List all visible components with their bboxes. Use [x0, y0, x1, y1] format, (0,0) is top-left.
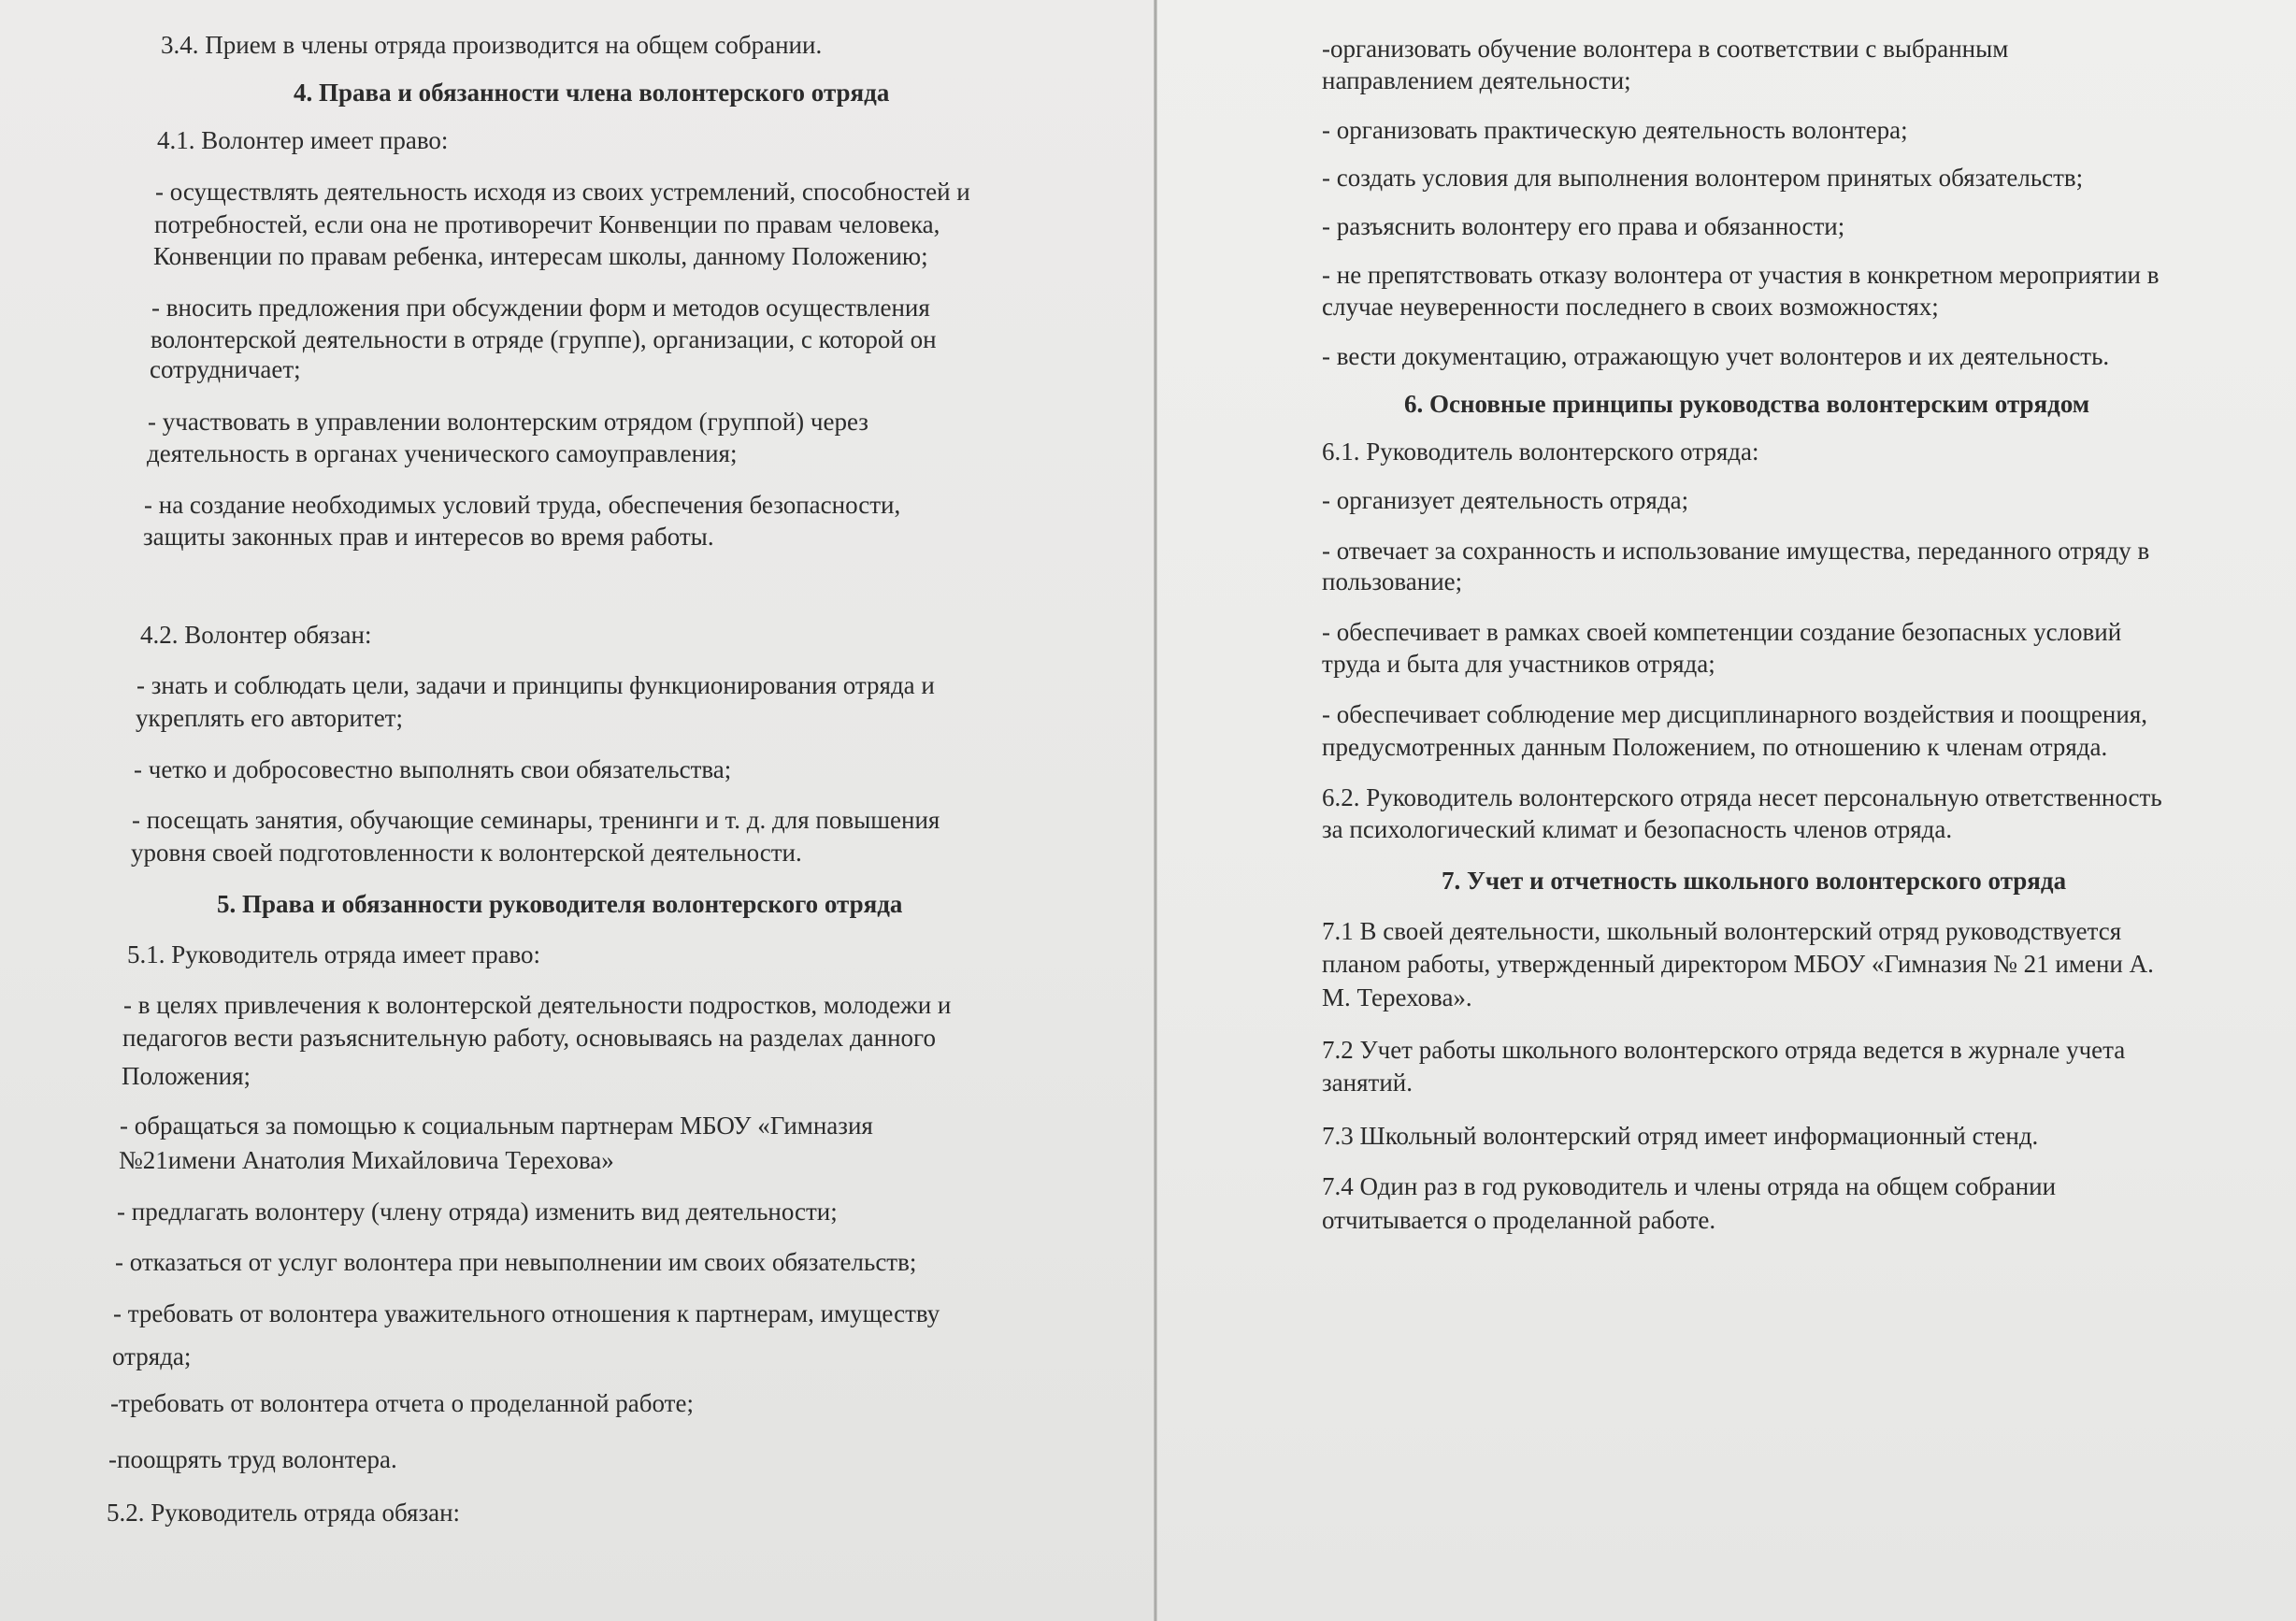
right-page [1157, 0, 2296, 1621]
leader-duty-6: - вести документацию, отражающую учет волонтеров и их деятельность. [1322, 342, 2110, 370]
right-item-3-line-2: деятельность в органах ученического самоуправления; [147, 439, 738, 467]
leader-duty-4: - разъяснить волонтеру его права и обязанности; [1322, 212, 1845, 240]
leader-right-5-line-1: - требовать от волонтера уважительного отношения к партнерам, имуществу [113, 1299, 940, 1327]
clause-6-2-line-2: за психологический климат и безопасность членов отряда. [1322, 815, 1953, 843]
duty-item-3-line-2: уровня своей подготовленности к волонтерской деятельности. [131, 839, 802, 867]
right-item-2-line-2: волонтерской деятельности в отряде (группе), организации, с которой он [151, 325, 937, 353]
section-7-heading: 7. Учет и отчетность школьного волонтерского отряда [1442, 867, 2067, 895]
leader-duty-2: - организовать практическую деятельность волонтера; [1322, 116, 1908, 144]
right-item-1-line-2: потребностей, если она не противоречит Конвенции по правам человека, [154, 210, 940, 238]
leader-right-6: -требовать от волонтера отчета о проделанной работе; [110, 1389, 694, 1417]
leader-right-2-line-2: №21имени Анатолия Михайловича Терехова» [119, 1146, 614, 1174]
clause-7-1-line-3: М. Терехова». [1322, 983, 1472, 1011]
clause-6-2-line-1: 6.2. Руководитель волонтерского отряда несет персональную ответственность [1322, 783, 2162, 811]
leader-right-5-line-2: отряда; [112, 1342, 192, 1370]
section-5-heading: 5. Права и обязанности руководителя волонтерского отряда [217, 890, 903, 918]
duty-item-1-line-2: укреплять его авторитет; [136, 704, 403, 732]
leader-right-4: - отказаться от услуг волонтера при невыполнении им своих обязательств; [115, 1248, 917, 1276]
section-6-heading: 6. Основные принципы руководства волонтерским отрядом [1404, 390, 2090, 418]
clause-4-1: 4.1. Волонтер имеет право: [157, 126, 449, 154]
leader-right-1-line-1: - в целях привлечения к волонтерской деятельности подростков, молодежи и [123, 991, 952, 1019]
clause-7-4-line-2: отчитывается о проделанной работе. [1322, 1206, 1716, 1234]
right-item-2-line-3: сотрудничает; [150, 355, 301, 383]
leader-duty-5-line-2: случае неуверенности последнего в своих возможностях; [1322, 293, 1939, 321]
principle-item-2-line-1: - отвечает за сохранность и использование имущества, переданного отряду в [1322, 537, 2150, 565]
clause-7-1-line-2: планом работы, утвержденный директором МБОУ «Гимназия № 21 имени А. [1322, 950, 2154, 978]
duty-item-1-line-1: - знать и соблюдать цели, задачи и принципы функционирования отряда и [136, 671, 935, 699]
leader-duty-1-line-1: -организовать обучение волонтера в соответствии с выбранным [1322, 35, 2009, 63]
principle-item-3-line-1: - обеспечивает в рамках своей компетенции создание безопасных условий [1322, 618, 2122, 646]
clause-7-1-line-1: 7.1 В своей деятельности, школьный волонтерский отряд руководствуется [1322, 917, 2122, 945]
duty-item-3-line-1: - посещать занятия, обучающие семинары, тренинги и т. д. для повышения [132, 806, 940, 834]
clause-3-4: 3.4. Прием в члены отряда производится на общем собрании. [161, 31, 823, 59]
leader-duty-5-line-1: - не препятствовать отказу волонтера от участия в конкретном мероприятии в [1322, 261, 2160, 289]
section-4-heading: 4. Права и обязанности члена волонтерского отряда [294, 79, 890, 107]
clause-7-4-line-1: 7.4 Один раз в год руководитель и члены отряда на общем собрании [1322, 1172, 2057, 1200]
leader-right-2-line-1: - обращаться за помощью к социальным партнерам МБОУ «Гимназия [120, 1112, 873, 1140]
right-item-4-line-1: - на создание необходимых условий труда, обеспечения безопасности, [144, 491, 901, 519]
leader-right-3: - предлагать волонтеру (члену отряда) изменить вид деятельности; [117, 1198, 838, 1226]
leader-right-1-line-3: Положения; [122, 1062, 251, 1090]
leader-duty-3: - создать условия для выполнения волонтером принятых обязательств; [1322, 164, 2084, 192]
duty-item-2: - четко и добросовестно выполнять свои обязательства; [134, 755, 732, 783]
principle-item-2-line-2: пользование; [1322, 567, 1463, 595]
clause-7-2-line-1: 7.2 Учет работы школьного волонтерского отряда ведется в журнале учета [1322, 1036, 2126, 1064]
clause-5-1: 5.1. Руководитель отряда имеет право: [127, 940, 541, 968]
leader-right-7: -поощрять труд волонтера. [108, 1445, 397, 1473]
right-item-2-line-1: - вносить предложения при обсуждении форм и методов осуществления [151, 294, 930, 322]
leader-duty-1-line-2: направлением деятельности; [1322, 66, 1631, 94]
principle-item-4-line-1: - обеспечивает соблюдение мер дисциплинарного воздействия и поощрения, [1322, 700, 2147, 728]
right-item-1-line-3: Конвенции по правам ребенка, интересам школы, данному Положению; [153, 242, 928, 270]
right-item-3-line-1: - участвовать в управлении волонтерским отрядом (группой) через [148, 408, 868, 436]
right-item-1-line-1: - осуществлять деятельность исходя из своих устремлений, способностей и [155, 178, 970, 206]
principle-item-4-line-2: предусмотренных данным Положением, по отношению к членам отряда. [1322, 733, 2108, 761]
principle-item-1: - организует деятельность отряда; [1322, 486, 1689, 514]
clause-7-2-line-2: занятий. [1322, 1069, 1413, 1097]
leader-right-1-line-2: педагогов вести разъяснительную работу, основываясь на разделах данного [122, 1024, 936, 1052]
principle-item-3-line-2: труда и быта для участников отряда; [1322, 650, 1715, 678]
clause-5-2: 5.2. Руководитель отряда обязан: [107, 1499, 461, 1527]
clause-6-1: 6.1. Руководитель волонтерского отряда: [1322, 438, 1759, 466]
clause-4-2: 4.2. Волонтер обязан: [140, 621, 372, 649]
clause-7-3: 7.3 Школьный волонтерский отряд имеет информационный стенд. [1322, 1122, 2039, 1150]
right-item-4-line-2: защиты законных прав и интересов во время работы. [143, 523, 714, 551]
